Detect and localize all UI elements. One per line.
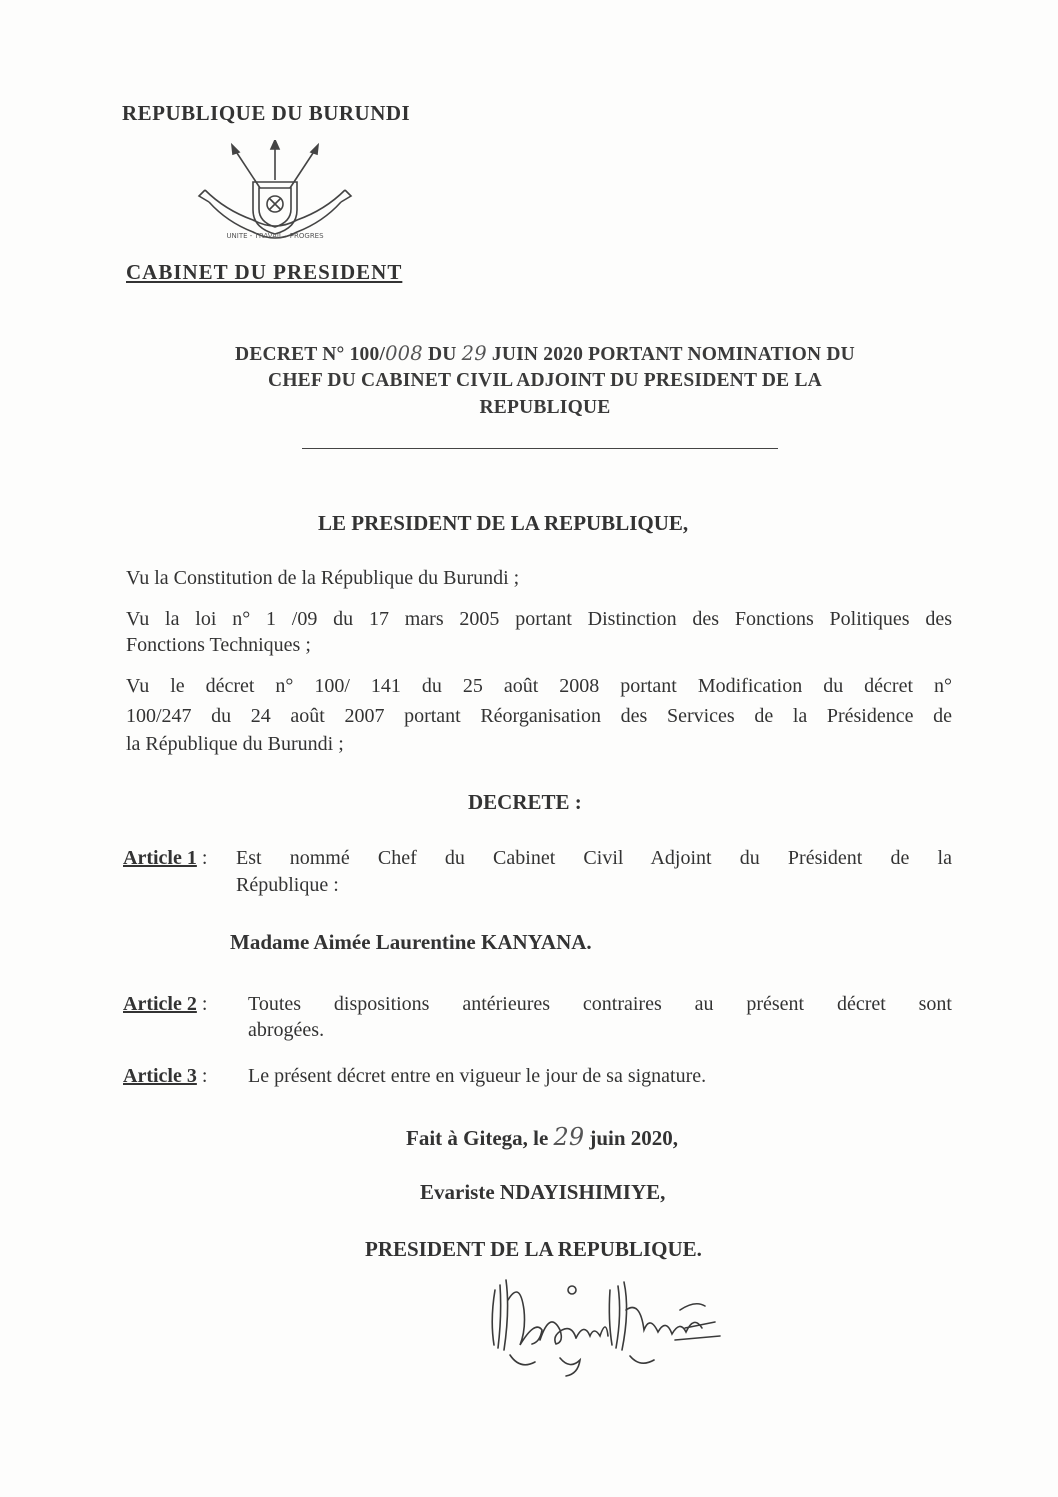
president-heading: LE PRESIDENT DE LA REPUBLIQUE, (318, 511, 689, 535)
article-3-line1: Le présent décret entre en vigueur le jour de sa signature. (248, 1065, 707, 1087)
motto-text: UNITE - TRAVAIL - PROGRES (226, 232, 324, 240)
signature-day-handwritten: 29 (553, 1123, 585, 1151)
republic-header: REPUBLIQUE DU BURUNDI (122, 101, 411, 125)
coat-of-arms-emblem (195, 140, 355, 255)
decree-title-line3: REPUBLIQUE (479, 397, 611, 418)
decree-day-handwritten: 29 (461, 342, 487, 365)
consideration-decree-line3: la République du Burundi ; (126, 733, 344, 755)
decrete-heading: DECRETE : (468, 790, 582, 814)
title-divider (302, 448, 778, 449)
article-3-label: Article 3 : (123, 1065, 208, 1087)
decree-number-handwritten: 008 (385, 342, 423, 365)
article-2-line2: abrogées. (248, 1019, 325, 1041)
article-1-line2: République : (236, 874, 339, 896)
consideration-decree-line1: Vu le décret n° 100/ 141 du 25 août 2008 portant Modification du décret n° (126, 675, 952, 697)
cabinet-header: CABINET DU PRESIDENT (126, 260, 403, 284)
consideration-law-line1: Vu la loi n° 1 /09 du 17 mars 2005 portant Distinction des Fonctions Politiques des (126, 608, 952, 630)
handwritten-signature (480, 1270, 740, 1380)
article-1-label: Article 1 : (123, 847, 208, 869)
article-1-line1: Est nommé Chef du Cabinet Civil Adjoint du Président de la (236, 847, 952, 869)
decree-title-line2: CHEF DU CABINET CIVIL ADJOINT DU PRESIDENT DE LA (268, 370, 822, 391)
signatory-name: Evariste NDAYISHIMIYE, (420, 1180, 666, 1204)
appointee-name: Madame Aimée Laurentine KANYANA. (230, 930, 592, 954)
signatory-title: PRESIDENT DE LA REPUBLIQUE. (365, 1237, 702, 1261)
consideration-law-line2: Fonctions Techniques ; (126, 634, 311, 656)
consideration-decree-line2: 100/247 du 24 août 2007 portant Réorganisation des Services de la Présidence de (126, 705, 952, 727)
article-2-label: Article 2 : (123, 993, 208, 1015)
article-2-line1: Toutes dispositions antérieures contraires au présent décret sont (248, 993, 952, 1015)
place-date: Fait à Gitega, le 29 juin 2020, (406, 1123, 679, 1151)
decree-title-line1: DECRET N° 100/008 DU 29 JUIN 2020 PORTANT NOMINATION DU (235, 342, 855, 365)
consideration-constitution: Vu la Constitution de la République du Burundi ; (126, 567, 520, 589)
